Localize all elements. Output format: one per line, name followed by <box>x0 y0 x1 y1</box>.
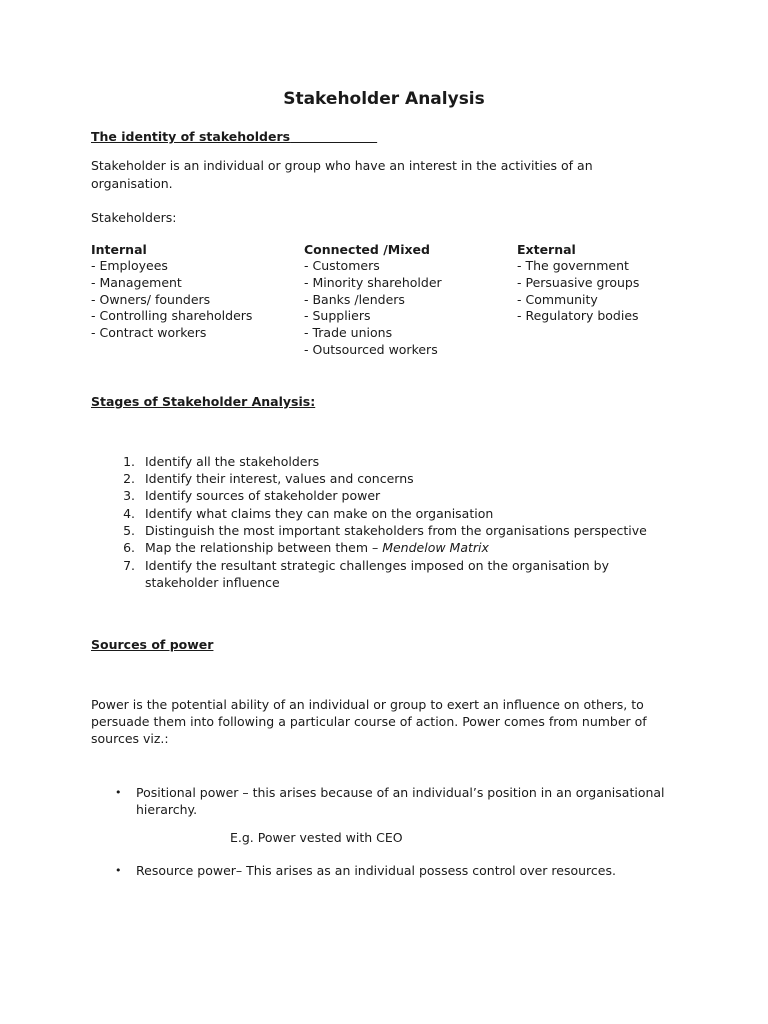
list-item: - Employees <box>91 258 168 273</box>
list-item: - Suppliers <box>304 308 371 324</box>
stakeholders-label: Stakeholders: <box>91 210 177 225</box>
stage-text: Identify sources of stakeholder power <box>145 488 381 504</box>
bullet-icon: • <box>115 864 122 877</box>
power-para-line1: Power is the potential ability of an individual or group to exert an influence on others, to <box>91 697 644 712</box>
identity-heading-text: The identity of stakeholders <box>91 129 291 144</box>
stage-item-5 <box>110 522 647 539</box>
stage-item-2 <box>110 470 647 487</box>
stage-text: Identify all the stakeholders <box>145 454 320 469</box>
stage-number: 1. <box>123 454 135 469</box>
column-internal <box>91 242 252 342</box>
stage-text-continued: stakeholder influence <box>145 575 280 591</box>
stage-number: 7. <box>123 558 135 574</box>
stage-item-4 <box>110 505 647 522</box>
list-item: - Persuasive groups <box>517 274 640 290</box>
column-heading: Internal <box>91 242 147 257</box>
stage-number: 6. <box>123 540 135 556</box>
bullet-item-positional <box>91 784 665 818</box>
power-heading: Sources of power <box>91 637 214 652</box>
column-connected <box>304 242 442 359</box>
list-item: - Contract workers <box>91 325 207 341</box>
stage-text: Identify what claims they can make on the organisation <box>145 505 494 521</box>
list-item: - Minority shareholder <box>304 274 442 290</box>
list-item: - Outsourced workers <box>304 341 438 357</box>
list-item: - Customers <box>304 258 380 273</box>
list-item: - The government <box>517 258 629 273</box>
stage-text: Identify the resultant strategic challenges imposed on the organisation by <box>145 558 610 574</box>
column-heading: External <box>517 242 576 257</box>
bullet-text: Positional power – this arises because of an individual’s position in an organisational <box>136 785 665 800</box>
stage-number: 2. <box>123 471 135 487</box>
list-item: - Community <box>517 291 598 307</box>
stage-number: 5. <box>123 522 135 538</box>
list-item: - Trade unions <box>304 325 393 341</box>
stage-number: 3. <box>123 488 135 504</box>
stages-heading: Stages of Stakeholder Analysis: <box>91 394 316 409</box>
stage-item-7 <box>110 557 647 591</box>
list-item: - Regulatory bodies <box>517 308 639 324</box>
power-para-line2: persuade them into following a particular course of action. Power comes from number of <box>91 714 647 729</box>
stage-number: 4. <box>123 505 135 521</box>
list-item: - Banks /lenders <box>304 291 405 307</box>
stage-item-3 <box>110 487 647 504</box>
bullet-icon: • <box>115 786 122 799</box>
list-item: - Owners/ founders <box>91 291 211 307</box>
stage-text: Identify their interest, values and concerns <box>145 471 414 487</box>
identity-heading <box>91 129 377 144</box>
column-heading: Connected /Mixed <box>304 242 430 257</box>
identity-intro-line1: Stakeholder is an individual or group who have an interest in the activities of an <box>91 158 593 173</box>
list-item: - Management <box>91 274 182 290</box>
stages-list <box>110 453 647 591</box>
column-external <box>517 242 639 325</box>
bullet-text: Resource power– This arises as an individual possess control over resources. <box>136 863 616 878</box>
identity-intro-line2: organisation. <box>91 176 173 191</box>
bullet-text-continued: hierarchy. <box>136 802 198 817</box>
power-para-line3: sources viz.: <box>91 731 169 746</box>
page-title: Stakeholder Analysis <box>283 89 485 109</box>
stage-text: Map the relationship between them – <box>145 540 383 556</box>
stage-item-1 <box>110 453 647 470</box>
stage-item-6 <box>110 539 647 557</box>
list-item: - Controlling shareholders <box>91 308 253 324</box>
bullet-item-resource <box>91 862 616 879</box>
example-text: E.g. Power vested with CEO <box>230 830 403 845</box>
stage-text: Distinguish the most important stakeholders from the organisations perspective <box>145 522 647 538</box>
mendelow-matrix-text: Mendelow Matrix <box>382 540 489 556</box>
